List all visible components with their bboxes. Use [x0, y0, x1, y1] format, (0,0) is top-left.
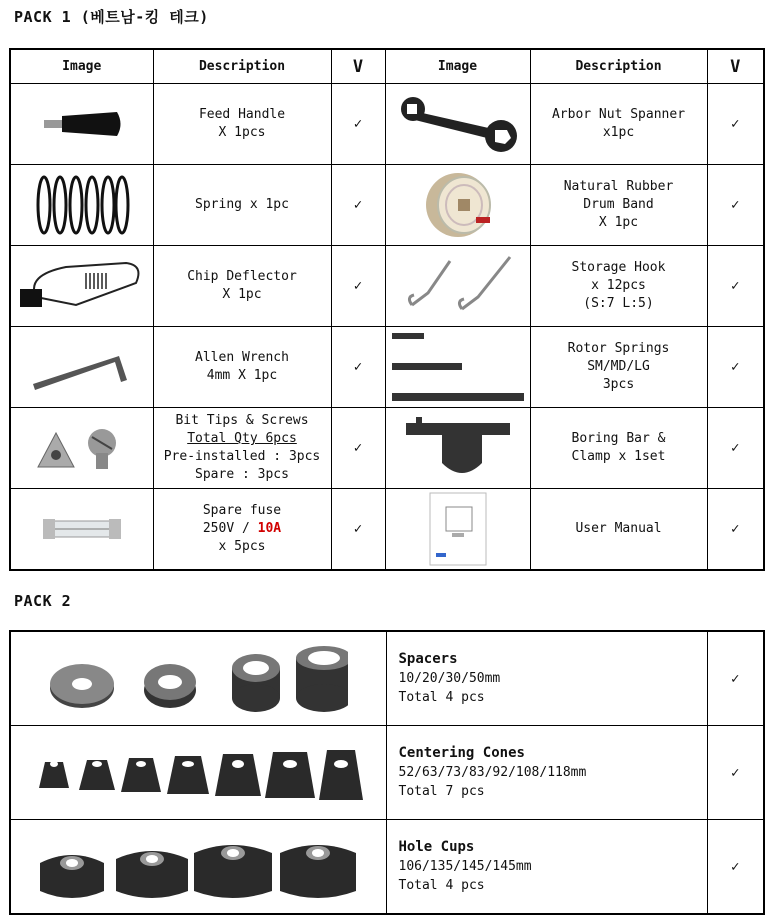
pack2-title: PACK 2 — [14, 592, 72, 610]
check-mark: ✓ — [707, 84, 764, 165]
table-row — [10, 820, 764, 915]
rotor-springs-image — [385, 327, 530, 408]
item-description: Rotor Springs SM/MD/LG 3pcs — [530, 327, 707, 408]
pack2-table — [9, 630, 765, 915]
drum-band-image — [385, 165, 530, 246]
table-row — [10, 408, 764, 489]
item-description: Boring Bar & Clamp x 1set — [530, 408, 707, 489]
table-row — [10, 165, 764, 246]
header-check: V — [707, 49, 764, 84]
allen-wrench-image — [10, 327, 153, 408]
item-description: Spare fuse 250V / 10A x 5pcs — [153, 489, 331, 571]
item-description: Bit Tips & Screws Total Qty 6pcs Pre-installed : 3pcs Spare : 3pcs — [153, 408, 331, 489]
header-image: Image — [10, 49, 153, 84]
check-mark: ✓ — [707, 327, 764, 408]
table-row — [10, 631, 764, 726]
table-row — [10, 246, 764, 327]
user-manual-image — [385, 489, 530, 571]
feed-handle-image — [10, 84, 153, 165]
check-mark: ✓ — [331, 84, 385, 165]
check-mark: ✓ — [331, 489, 385, 571]
item-description: Spring x 1pc — [153, 165, 331, 246]
boring-bar-image — [385, 408, 530, 489]
pack1-table — [9, 48, 765, 571]
pack1-title: PACK 1 (베트남-킹 테크) — [14, 8, 209, 26]
arbor-nut-spanner-image — [385, 84, 530, 165]
check-mark: ✓ — [707, 631, 764, 726]
check-mark: ✓ — [707, 246, 764, 327]
header-check: V — [331, 49, 385, 84]
header-image: Image — [385, 49, 530, 84]
item-description: Allen Wrench 4mm X 1pc — [153, 327, 331, 408]
item-description: Natural Rubber Drum Band X 1pc — [530, 165, 707, 246]
table-row — [10, 726, 764, 820]
item-description: Chip Deflector X 1pc — [153, 246, 331, 327]
check-mark: ✓ — [331, 408, 385, 489]
fuse-image — [10, 489, 153, 571]
check-mark: ✓ — [331, 327, 385, 408]
item-description: Storage Hook x 12pcs (S:7 L:5) — [530, 246, 707, 327]
item-description: User Manual — [530, 489, 707, 571]
item-description: Spacers 10/20/30/50mm Total 4 pcs — [386, 631, 707, 726]
check-mark: ✓ — [707, 408, 764, 489]
item-description: Arbor Nut Spanner x1pc — [530, 84, 707, 165]
header-description: Description — [530, 49, 707, 84]
check-mark: ✓ — [331, 165, 385, 246]
storage-hook-image — [385, 246, 530, 327]
spring-image — [10, 165, 153, 246]
item-description: Hole Cups 106/135/145/145mm Total 4 pcs — [386, 820, 707, 915]
hole-cups-image — [10, 820, 386, 915]
spacers-image — [10, 631, 386, 726]
bit-tips-image — [10, 408, 153, 489]
check-mark: ✓ — [707, 489, 764, 571]
table-row — [10, 327, 764, 408]
item-description: Centering Cones 52/63/73/83/92/108/118mm Total 7 pcs — [386, 726, 707, 820]
pack1-header-row — [10, 49, 764, 84]
check-mark: ✓ — [331, 246, 385, 327]
check-mark: ✓ — [707, 726, 764, 820]
header-description: Description — [153, 49, 331, 84]
chip-deflector-image — [10, 246, 153, 327]
check-mark: ✓ — [707, 165, 764, 246]
table-row — [10, 84, 764, 165]
centering-cones-image — [10, 726, 386, 820]
item-description: Feed Handle X 1pcs — [153, 84, 331, 165]
check-mark: ✓ — [707, 820, 764, 915]
table-row — [10, 489, 764, 571]
